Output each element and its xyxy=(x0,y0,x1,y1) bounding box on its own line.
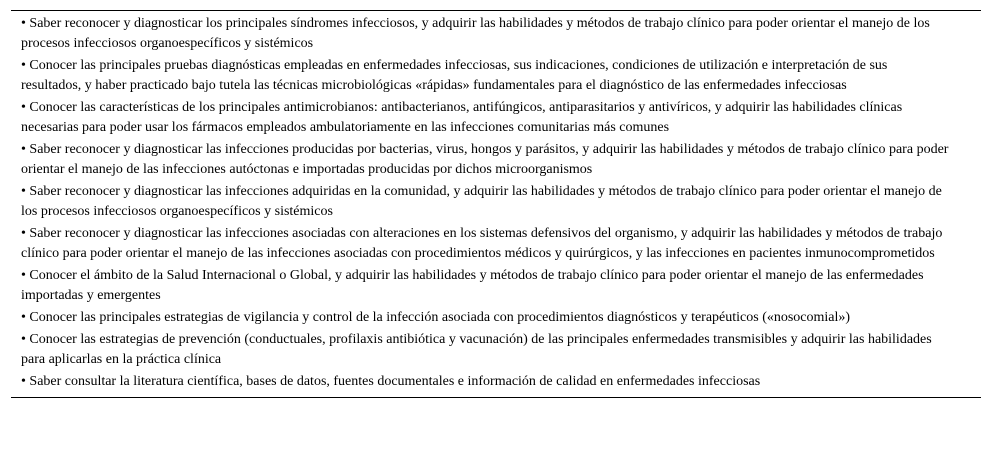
competency-item: • Saber consultar la literatura científica, bases de datos, fuentes documentales e información de calidad en enfermedades infecciosas xyxy=(21,374,761,389)
competency-item: • Conocer las características de los principales antimicrobianos: antibacterianos, antifúngicos, antiparasitarios y antivíricos, y adquirir las habilidades clínicas necesarias para poder usar los fármacos empleados ambulatoriamente en las infecciones comunitarias más comunes xyxy=(21,100,903,135)
competency-item: • Conocer las principales pruebas diagnósticas empleadas en enfermedades infecciosas, sus indicaciones, condiciones de utilización e interpretación de sus resultados, y haber practicado bajo tutela las técnicas microbiológicas «rápidas» fundamentales para el diagnóstico de las enfermedades infecciosas xyxy=(21,58,888,93)
competency-item: • Saber reconocer y diagnosticar las infecciones adquiridas en la comunidad, y adquirir las habilidades y métodos de trabajo clínico para poder orientar el manejo de los procesos infecciosos organoespecíficos y sistémicos xyxy=(21,184,942,219)
competency-item: • Saber reconocer y diagnosticar las infecciones producidas por bacterias, virus, hongos y parásitos, y adquirir las habilidades y métodos de trabajo clínico para poder orientar el manejo de las infecciones autóctonas e importadas producidas por dichos microorganismos xyxy=(21,142,949,177)
competency-item: • Conocer el ámbito de la Salud Internacional o Global, y adquirir las habilidades y métodos de trabajo clínico para poder orientar el manejo de las enfermedades importadas y emergentes xyxy=(21,268,924,303)
competency-item: • Saber reconocer y diagnosticar los principales síndromes infecciosos, y adquirir las habilidades y métodos de trabajo clínico para poder orientar el manejo de los procesos infecciosos organoespecíficos y sistémicos xyxy=(21,16,930,51)
competency-item: • Saber reconocer y diagnosticar las infecciones asociadas con alteraciones en los sistemas defensivos del organismo, y adquirir las habilidades y métodos de trabajo clínico para poder orientar el manejo de las infecciones asociadas con procedimientos médicos y quirúrgicos, y las infecciones en pacientes inmunocomprometidos xyxy=(21,226,943,261)
competency-item: • Conocer las principales estrategias de vigilancia y control de la infección asociada con procedimientos diagnósticos y terapéuticos («nosocomial») xyxy=(21,310,851,325)
competencies-table xyxy=(11,10,981,398)
competency-item: • Conocer las estrategias de prevención (conductuales, profilaxis antibiótica y vacunación) de las principales enfermedades transmisibles y adquirir las habilidades para aplicarlas en la práctica clínica xyxy=(21,332,932,367)
